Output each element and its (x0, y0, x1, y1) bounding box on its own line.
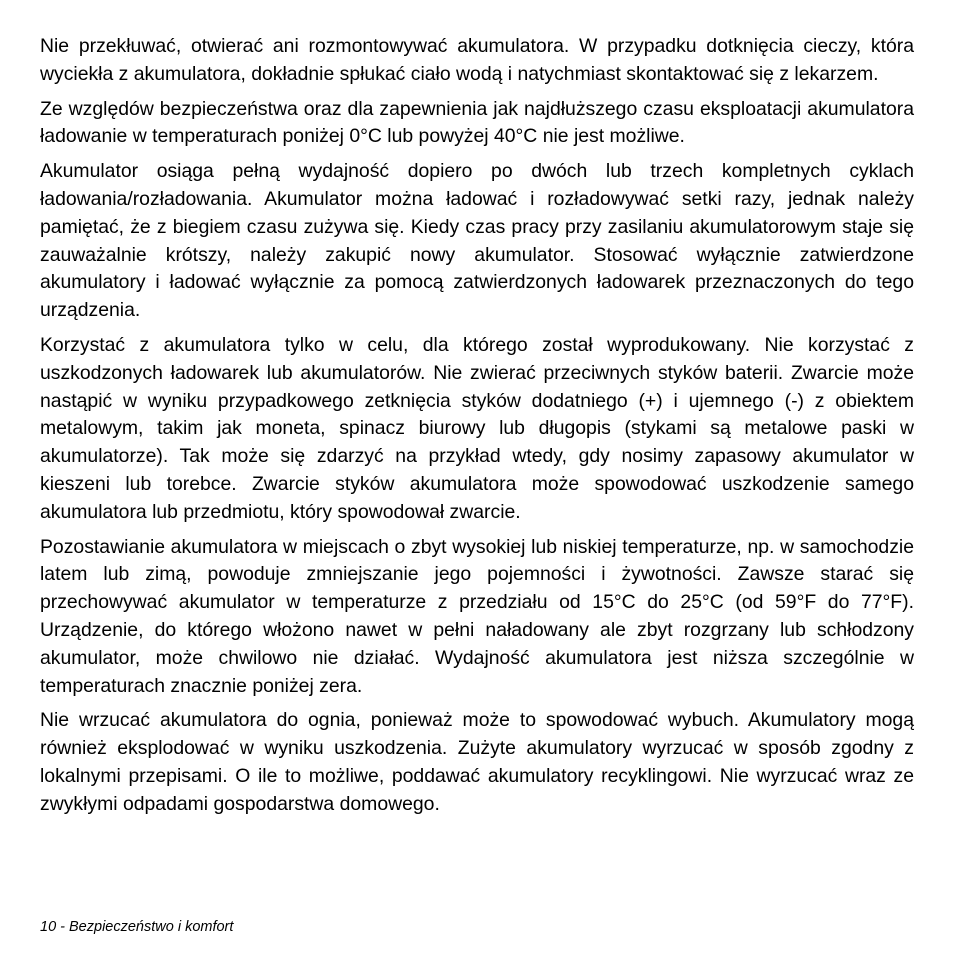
page-body (40, 33, 914, 826)
page-footer: 10 - Bezpieczeństwo i komfort (40, 919, 234, 935)
paragraph-puncture-warning: Nie przekłuwać, otwierać ani rozmontowywać akumulatora. W przypadku dotknięcia cieczy, która wyciekła z akumulatora, dokładnie spłukać ciało wodą i natychmiast skontaktować się z lekarzem. (40, 35, 914, 85)
paragraph-charge-cycles: Akumulator osiąga pełną wydajność dopiero po dwóch lub trzech kompletnych cyklach ładowania/rozładowania. Akumulator można ładować i rozładowywać setki razy, jednak należy pamiętać, że z biegiem czasu zużywa się. Kiedy czas pracy przy zasilaniu akumulatorowym staje się zauważalnie krótszy, należy zakupić nowy akumulator. Stosować wyłącznie zatwierdzone akumulatory i ładować wyłącznie za pomocą zatwierdzonych ładowarek przeznaczonych do tego urządzenia. (40, 160, 914, 322)
paragraph-short-circuit: Korzystać z akumulatora tylko w celu, dla którego został wyprodukowany. Nie korzystać z uszkodzonych ładowarek lub akumulatorów. Nie zwierać przeciwnych styków baterii. Zwarcie może nastąpić w wyniku przypadkowego zetknięcia styków dodatniego (+) i ujemnego (-) z obiektem metalowym, takim jak moneta, spinacz biurowy lub długopis (stykami są metalowe paski w akumulatorze). Tak może się zdarzyć na przykład wtedy, gdy nosimy zapasowy akumulator w kieszeni lub torebce. Zwarcie styków akumulatora może spowodować uszkodzenie samego akumulatora lub przedmiotu, który spowodował zwarcie. (40, 333, 914, 523)
paragraph-disposal: Nie wrzucać akumulatora do ognia, ponieważ może to spowodować wybuch. Akumulatory mogą również eksplodować w wyniku uszkodzenia. Zużyte akumulatory wyrzucać w sposób zgodny z lokalnymi przepisami. O ile to możliwe, poddawać akumulatory recyklingowi. Nie wyrzucać wraz ze zwykłymi odpadami gospodarstwa domowego. (40, 709, 914, 815)
paragraph-charging-temperature: Ze względów bezpieczeństwa oraz dla zapewnienia jak najdłuższego czasu eksploatacji akumulatora ładowanie w temperaturach poniżej 0°C lub powyżej 40°C nie jest możliwe. (40, 97, 914, 148)
paragraph-storage-temperature: Pozostawianie akumulatora w miejscach o zbyt wysokiej lub niskiej temperaturze, np. w samochodzie latem lub zimą, powoduje zmniejszanie jego pojemności i żywotności. Zawsze starać się przechowywać akumulator w temperaturze z przedziału od 15°C do 25°C (od 59°F do 77°F). Urządzenie, do którego włożono nawet w pełni naładowany ale zbyt rozgrzany lub schłodzony akumulator, może chwilowo nie działać. Wydajność akumulatora jest niższa szczególnie w temperaturach znacznie poniżej zera. (40, 535, 914, 697)
